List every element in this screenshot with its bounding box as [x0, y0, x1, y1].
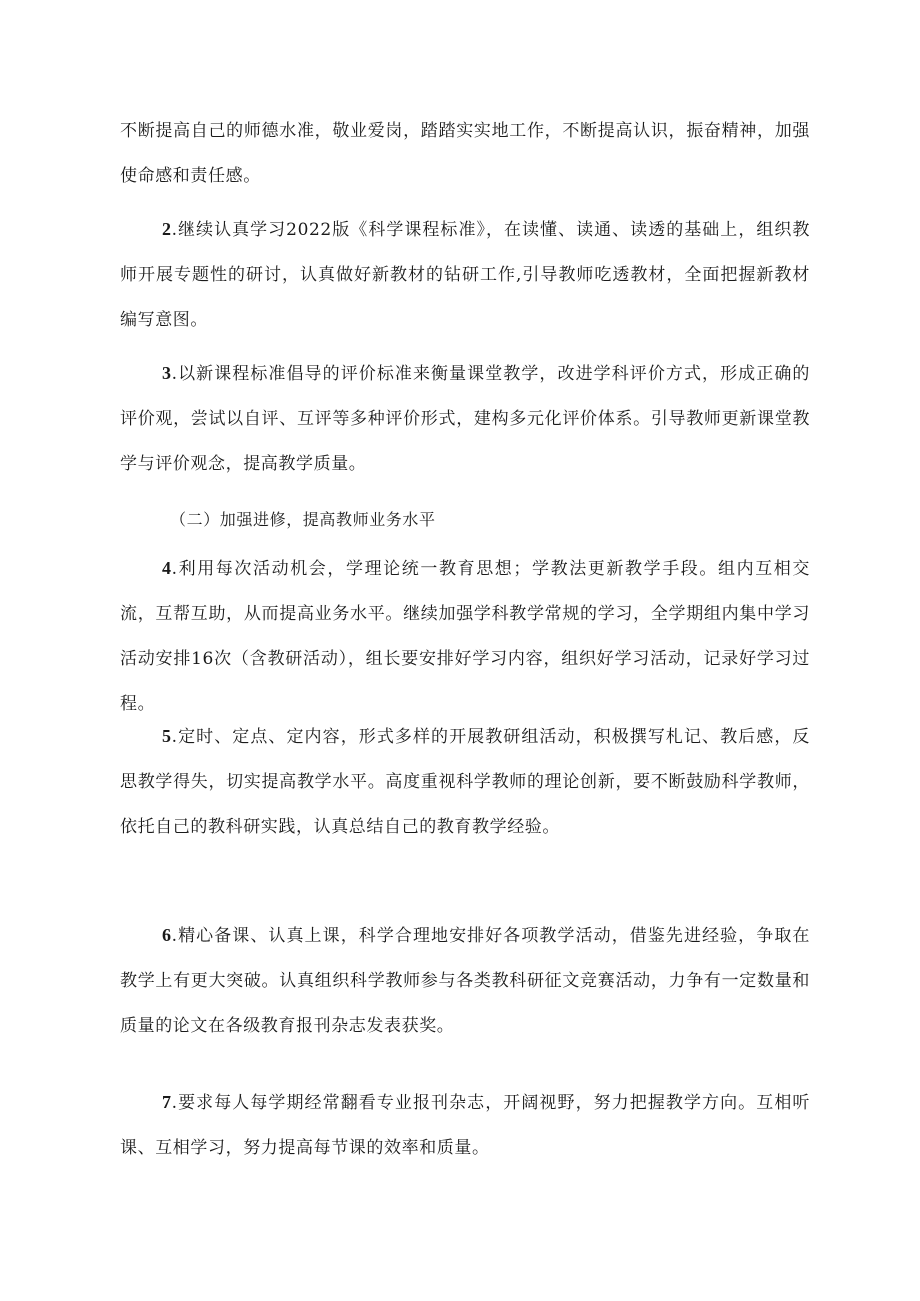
item-number: 2: [162, 219, 172, 239]
item-text: .继续认真学习2022版《科学课程标准》，在读懂、读通、读透的基础上，组织教师开展专题性的研讨，认真做好新教材的钻研工作,引导教师吃透教材，全面把握新教材编写意图。: [120, 220, 810, 330]
item-text: .要求每人每学期经常翻看专业报刊杂志，开阔视野，努力把握教学方向。互相听课、互相学习，努力提高每节课的效率和质量。: [120, 1093, 810, 1158]
list-item-2: [120, 207, 810, 343]
item-number: 7: [162, 1092, 172, 1112]
item-text: .利用每次活动机会，学理论统一教育思想；学教法更新教学手段。组内互相交流，互帮互助，从而提高业务水平。继续加强学科教学常规的学习，全学期组内集中学习活动安排16次（含教研活动），组长要安排好学习内容，组织好学习活动，记录好学习过程。: [120, 559, 810, 714]
paragraph-intro: 不断提高自己的师德水准，敬业爱岗，踏踏实实地工作，不断提高认识，振奋精神，加强使命感和责任感。: [120, 121, 810, 186]
list-item-5: [120, 714, 810, 850]
item-text: .精心备课、认真上课，科学合理地安排好各项教学活动，借鉴先进经验，争取在教学上有更大突破。认真组织科学教师参与各类教科研征文竞赛活动，力争有一定数量和质量的论文在各级教育报刊杂志发表获奖。: [120, 926, 810, 1036]
item-text: .定时、定点、定内容，形式多样的开展教研组活动，积极撰写札记、教后感，反思教学得失，切实提高教学水平。高度重视科学教师的理论创新，要不断鼓励科学教师，依托自己的教科研实践，认真总结自己的教育教学经验。: [120, 727, 810, 837]
list-item-3: [120, 351, 810, 487]
item-number: 3: [162, 363, 172, 383]
list-item-7: [120, 1080, 810, 1171]
list-item-4: [120, 546, 810, 727]
item-number: 4: [162, 558, 172, 578]
list-item-6: [120, 913, 810, 1049]
item-number: 6: [162, 925, 172, 945]
item-text: .以新课程标准倡导的评价标准来衡量课堂教学，改进学科评价方式，形成正确的评价观，尝试以自评、互评等多种评价形式，建构多元化评价体系。引导教师更新课堂教学与评价观念，提高教学质量。: [120, 364, 810, 474]
item-number: 5: [162, 726, 172, 746]
section-heading: （二）加强进修，提高教师业务水平: [170, 510, 436, 529]
